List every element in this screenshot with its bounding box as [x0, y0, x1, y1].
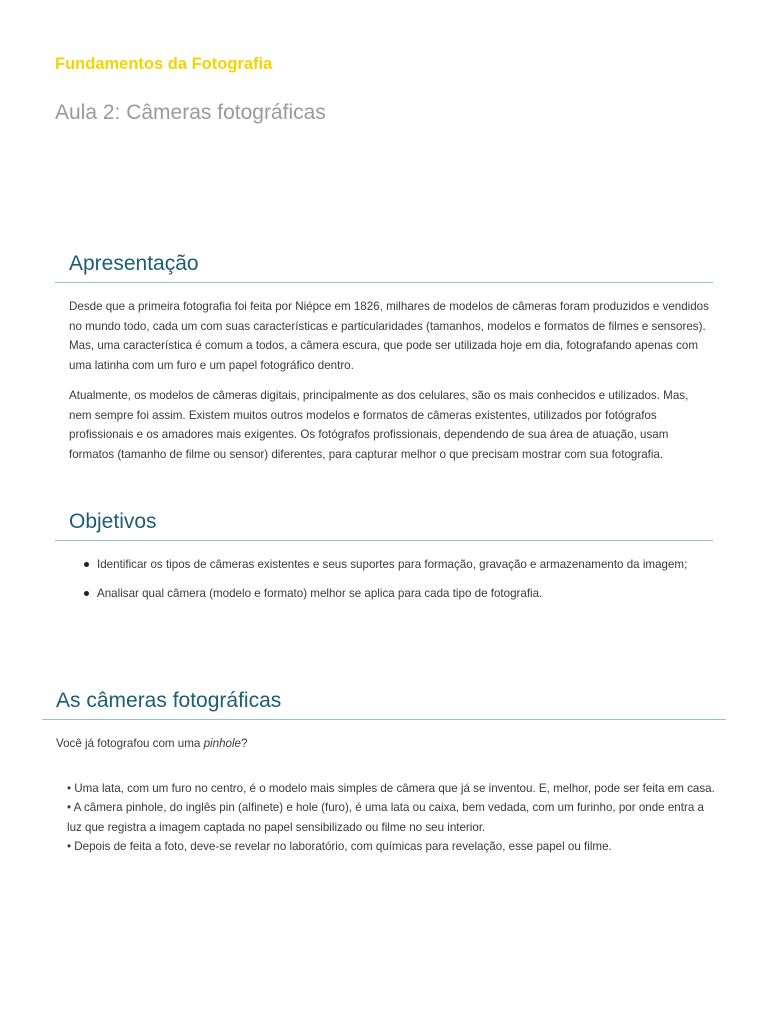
section-objetivos — [55, 509, 713, 612]
intro-suffix: ? — [241, 737, 248, 750]
fact-line: • Uma lata, com um furo no centro, é o modelo mais simples de câmera que já se inventou. E, melhor, pode ser feita em casa. — [67, 781, 715, 795]
section-heading: Objetivos — [55, 509, 713, 541]
paragraph: Atualmente, os modelos de câmeras digitais, principalmente as dos celulares, são os mais conhecidos e utilizados. Mas, nem sempre foi assim. Existem muitos outros modelos e formatos de câmeras existentes, utilizados por fotógrafos profissionais e os amadores mais exigentes. Os fotógrafos profissionais, dependendo de sua área de atuação, usam formatos (tamanho de filme ou sensor) diferentes, para capturar melhor o que precisam mostrar com sua fotografia. — [69, 389, 689, 461]
intro-emphasis: pinhole — [203, 737, 241, 750]
intro-prefix: Você já fotografou com uma — [56, 737, 204, 750]
list-item — [97, 584, 713, 604]
objectives-list — [55, 541, 713, 603]
fact-line: • A câmera pinhole, do inglês pin (alfinete) e hole (furo), é uma lata ou caixa, bem vedada, com um furinho, por onde entra a luz que registra a imagem captada no papel sensibilizado ou filme no seu interior. — [67, 801, 704, 834]
section-heading: Apresentação — [55, 251, 713, 283]
section-apresentacao — [55, 251, 713, 464]
section-heading: As câmeras fotográficas — [42, 688, 726, 720]
lesson-title: Aula 2: Câmeras fotográficas — [55, 101, 326, 124]
section-body — [55, 283, 709, 464]
list-item — [97, 555, 713, 575]
bullet-icon — [84, 591, 89, 596]
fact-line: • Depois de feita a foto, deve-se revelar no laboratório, com químicas para revelação, esse papel ou filme. — [67, 840, 612, 853]
course-title: Fundamentos da Fotografia — [55, 55, 273, 73]
bullet-icon — [84, 562, 89, 567]
intro-question — [42, 720, 726, 754]
section-cameras — [42, 688, 726, 857]
paragraph: Desde que a primeira fotografia foi feita por Niépce em 1826, milhares de modelos de câmeras foram produzidos e vendidos no mundo todo, cada um com suas características e particularidades (tamanhos, modelos e formatos de filmes e sensores). Mas, uma característica é comum a todos, a câmera escura, que pode ser utilizada hoje em dia, fotografando apenas com uma latinha com um furo e um papel fotográfico dentro. — [69, 300, 709, 372]
list-item-text: Analisar qual câmera (modelo e formato) melhor se aplica para cada tipo de fotografia. — [97, 586, 543, 600]
list-item-text: Identificar os tipos de câmeras existentes e seus suportes para formação, gravação e armazenamento da imagem; — [97, 558, 688, 571]
pinhole-facts — [42, 754, 717, 857]
